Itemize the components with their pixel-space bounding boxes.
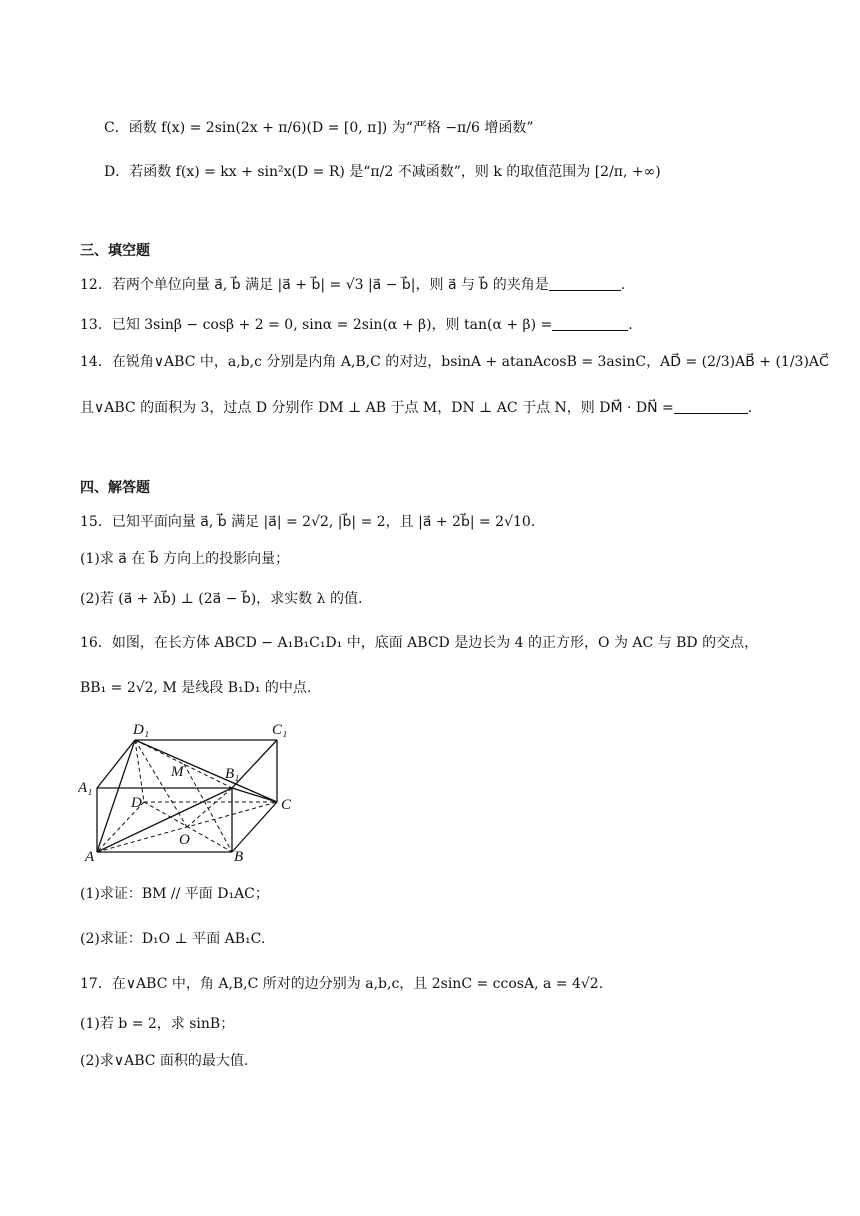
label-c1: C₁ [272, 722, 288, 738]
question-16-part-1: (1)求证：BM // 平面 D₁AC； [80, 886, 269, 902]
question-13 [80, 315, 633, 335]
question-16-line-2: BB₁ = 2√2, M 是线段 B₁D₁ 的中点. [80, 680, 312, 696]
cuboid-figure [78, 716, 298, 866]
question-16-part-2: (2)求证：D₁O ⊥ 平面 AB₁C. [80, 931, 266, 947]
label-d: D [131, 795, 142, 811]
option-d: D．若函数 f(x) = kx + sin²x(D = R) 是“π/2 不减函数”，则 k 的取值范围为 [2/π, +∞) [104, 164, 661, 180]
label-b1: B₁ [225, 766, 240, 782]
question-15-part-1: (1)求 a⃗ 在 b⃗ 方向上的投影向量； [80, 551, 290, 567]
question-14-text: 且∨ABC 的面积为 3，过点 D 分别作 DM ⊥ AB 于点 M，DN ⊥ AC 于点 N，则 DM⃗ · DN⃗ = [80, 400, 674, 416]
question-17-part-1: (1)若 b = 2，求 sinB； [80, 1016, 235, 1032]
question-14-end: . [747, 400, 753, 416]
label-b: B [234, 849, 244, 865]
label-o: O [179, 832, 190, 848]
question-15: 15．已知平面向量 a⃗, b⃗ 满足 |a⃗| = 2√2, |b⃗| = 2，且 |a⃗ + 2b⃗| = 2√10. [80, 514, 536, 530]
segment-b1-c [232, 788, 277, 802]
edge-b-c [232, 802, 277, 852]
question-12-end: . [620, 277, 626, 293]
label-d1: D₁ [133, 722, 150, 738]
question-12 [80, 275, 625, 295]
segment-b1-o [187, 788, 232, 827]
section-fill-in-heading: 三、填空题 [80, 243, 150, 259]
section-solve-heading: 四、解答题 [80, 480, 150, 496]
option-c: C．函数 f(x) = 2sin(2x + π/6)(D = [0, π]) 为“严格 −π/6 增函数” [104, 120, 534, 136]
label-c: C [281, 797, 292, 813]
question-15-part-2: (2)若 (a⃗ + λb⃗) ⊥ (2a⃗ − b⃗)，求实数 λ 的值. [80, 591, 363, 607]
label-a1: A₁ [78, 780, 93, 796]
question-13-end: . [628, 317, 633, 333]
answer-blank-12 [549, 276, 621, 291]
question-17: 17．在∨ABC 中，角 A,B,C 所对的边分别为 a,b,c，且 2sinC = ccosA, a = 4√2. [80, 976, 604, 992]
label-a: A [85, 849, 95, 865]
question-13-text: 13．已知 3sinβ − cosβ + 2 = 0, sinα = 2sin(α + β)，则 tan(α + β) = [80, 317, 553, 333]
hidden-edge-d1-d [135, 740, 144, 802]
edge-d1-a1 [97, 740, 135, 788]
question-14-line-1: 14．在锐角∨ABC 中，a,b,c 分别是内角 A,B,C 的对边，bsinA + atanAcosB = 3asinC，AD⃗ = (2/3)AB⃗ + (1/3)AC⃗ [80, 354, 829, 370]
question-17-part-2: (2)求∨ABC 面积的最大值. [80, 1053, 249, 1069]
segment-a-d1 [97, 740, 135, 852]
label-m: M [171, 764, 184, 780]
answer-blank-13 [552, 316, 628, 331]
question-14-line-2 [80, 398, 752, 418]
answer-blank-14 [674, 399, 748, 414]
question-12-text: 12．若两个单位向量 a⃗, b⃗ 满足 |a⃗ + b⃗| = √3 |a⃗ − b⃗|，则 a⃗ 与 b⃗ 的夹角是 [80, 277, 549, 293]
question-16-line-1: 16．如图，在长方体 ABCD − A₁B₁C₁D₁ 中，底面 ABCD 是边长为 4 的正方形，O 为 AC 与 BD 的交点， [80, 635, 759, 651]
